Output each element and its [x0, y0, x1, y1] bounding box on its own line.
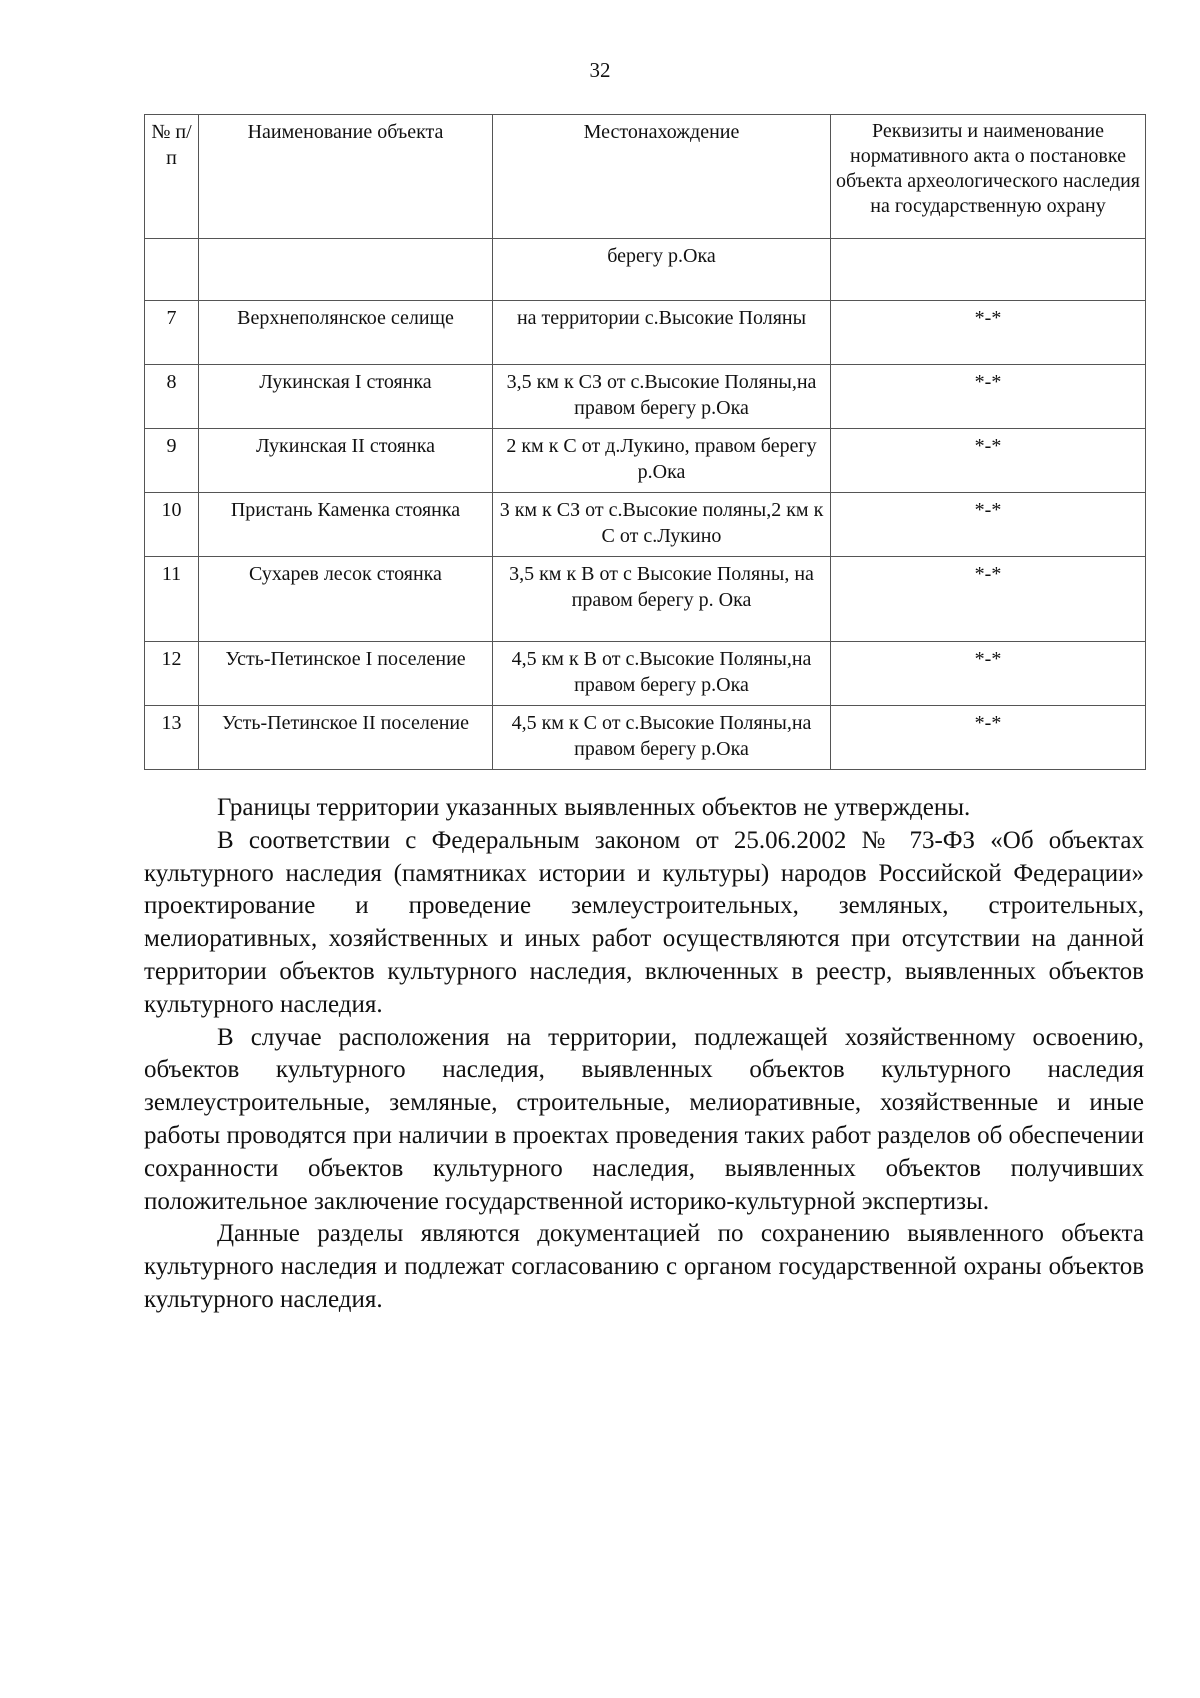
cell-number: 7	[145, 301, 199, 365]
cell-object-name: Верхнеполянское селище	[199, 301, 493, 365]
cell-location: 4,5 км к В от с.Высокие Поляны,на правом берегу р.Ока	[493, 642, 831, 706]
page-number: 32	[589, 58, 611, 82]
paragraph-documentation: Данные разделы являются документацией по сохранению выявленного объекта культурного наследия и подлежат согласованию с органом государственной охраны объектов культурного наследия.	[144, 1220, 1144, 1313]
header-location: Местонахождение	[493, 115, 831, 239]
header-object-name: Наименование объекта	[199, 115, 493, 239]
cell-location: 3,5 км к СЗ от с.Высокие Поляны,на правом берегу р.Ока	[493, 365, 831, 429]
cell-location: берегу р.Ока	[493, 239, 831, 301]
heritage-objects-table	[144, 114, 1146, 770]
table-header-row	[145, 115, 1146, 239]
cell-location: 4,5 км к С от с.Высокие Поляны,на правом берегу р.Ока	[493, 706, 831, 770]
paragraph-federal-law: В соответствии с Федеральным законом от 25.06.2002 № 73-ФЗ «Об объектах культурного наследия (памятниках истории и культуры) народов Российской Федерации» проектирование и проведение землеустроительных, земляных, строительных, мелиоративных, хозяйственных и иных работ осуществляются при отсутствии на данной территории объектов культурного наследия, включенных в реестр, выявленных объектов культурного наследия.	[144, 826, 1144, 1018]
paragraph-boundaries: Границы территории указанных выявленных объектов не утверждены.	[217, 794, 971, 821]
cell-requisites: *-*	[831, 429, 1146, 493]
cell-number: 9	[145, 429, 199, 493]
cell-object-name: Усть-Петинское I поселение	[199, 642, 493, 706]
cell-requisites: *-*	[831, 301, 1146, 365]
cell-requisites: *-*	[831, 642, 1146, 706]
cell-requisites	[831, 239, 1146, 301]
cell-location: на территории с.Высокие Поляны	[493, 301, 831, 365]
cell-object-name: Лукинская I стоянка	[199, 365, 493, 429]
table-row	[145, 557, 1146, 642]
header-requisites: Реквизиты и наименование нормативного акта о постановке объекта археологического наследия на государственную охрану	[831, 115, 1146, 239]
cell-object-name: Усть-Петинское II поселение	[199, 706, 493, 770]
cell-location: 3,5 км к В от с Высокие Поляны, на правом берегу р. Ока	[493, 557, 831, 642]
cell-requisites: *-*	[831, 557, 1146, 642]
cell-object-name	[199, 239, 493, 301]
cell-location: 3 км к СЗ от с.Высокие поляны,2 км к С от с.Лукино	[493, 493, 831, 557]
cell-number: 12	[145, 642, 199, 706]
cell-object-name: Сухарев лесок стоянка	[199, 557, 493, 642]
cell-number: 8	[145, 365, 199, 429]
header-number: № п/п	[145, 115, 199, 239]
cell-requisites: *-*	[831, 365, 1146, 429]
cell-number: 11	[145, 557, 199, 642]
paragraph-development-conditions: В случае расположения на территории, подлежащей хозяйственному освоению, объектов культурного наследия, выявленных объектов культурного наследия землеустроительные, земляные, строительные, мелиоративные, хозяйственные и иные работы проводятся при наличии в проектах проведения таких работ разделов об обеспечении сохранности объектов культурного наследия, выявленных объектов получивших положительное заключение государственной историко-культурной экспертизы.	[144, 1023, 1144, 1215]
table-row	[145, 301, 1146, 365]
cell-requisites: *-*	[831, 706, 1146, 770]
cell-object-name: Пристань Каменка стоянка	[199, 493, 493, 557]
table-row	[145, 429, 1146, 493]
cell-location: 2 км к С от д.Лукино, правом берегу р.Ока	[493, 429, 831, 493]
table-row	[145, 493, 1146, 557]
table-row	[145, 365, 1146, 429]
cell-requisites: *-*	[831, 493, 1146, 557]
cell-object-name: Лукинская II стоянка	[199, 429, 493, 493]
cell-number: 13	[145, 706, 199, 770]
table-row	[145, 642, 1146, 706]
body-text	[144, 792, 1144, 1317]
table-row	[145, 706, 1146, 770]
cell-number	[145, 239, 199, 301]
table-row-continuation	[145, 239, 1146, 301]
cell-number: 10	[145, 493, 199, 557]
